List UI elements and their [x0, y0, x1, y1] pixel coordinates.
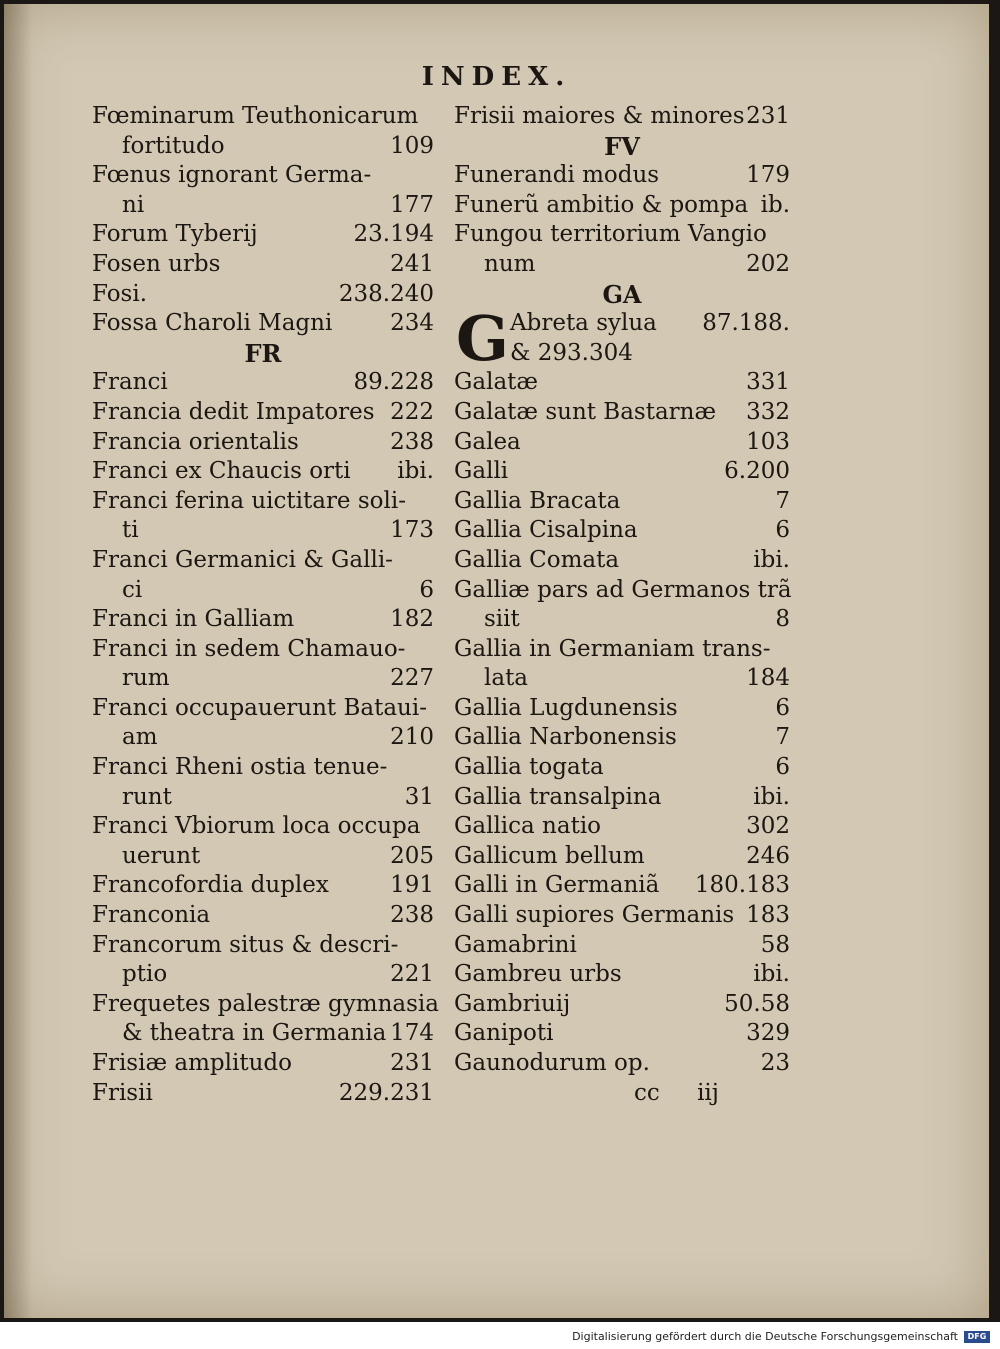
signature-mark: cc iij — [634, 1080, 719, 1106]
entry-term: ni — [122, 191, 145, 218]
index-entry — [454, 487, 790, 517]
index-entry — [92, 990, 439, 1020]
index-entry — [454, 635, 790, 665]
index-entry — [92, 842, 434, 872]
index-entry — [92, 812, 434, 842]
entry-term: Fungou territorium Vangio — [454, 221, 767, 248]
index-entry — [454, 250, 790, 280]
entry-page-ref: 234 — [390, 310, 434, 337]
index-entry — [454, 871, 790, 901]
entry-page-ref: 103 — [746, 428, 790, 455]
entry-term: Abreta sylua — [510, 310, 657, 337]
entry-page-ref: 205 — [390, 842, 434, 869]
entry-term: Gallicum bellum — [454, 842, 645, 869]
index-entry — [92, 960, 434, 990]
entry-page-ref: 6.200 — [724, 458, 790, 485]
entry-term: Galatæ — [454, 369, 539, 396]
entry-term: Gallia togata — [454, 754, 604, 781]
index-entry — [454, 783, 790, 813]
index-column-left — [92, 102, 439, 1108]
entry-page-ref: 179 — [746, 162, 790, 189]
entry-page-ref: 177 — [390, 191, 434, 218]
entry-term: Gallia Lugdunensis — [454, 694, 678, 721]
index-column-right — [454, 102, 790, 1079]
index-entry — [454, 842, 790, 872]
index-entry — [92, 664, 434, 694]
index-entry — [92, 309, 434, 339]
entry-term: Francofordia duplex — [92, 872, 329, 899]
index-entry — [454, 990, 790, 1020]
index-entry — [454, 1019, 790, 1049]
section-heading: FR — [244, 338, 282, 368]
index-entry — [92, 161, 434, 191]
entry-term: Ganipoti — [454, 1020, 554, 1047]
index-entry — [454, 960, 790, 990]
entry-page-ref: 6 — [775, 694, 790, 721]
entry-term: Galli in Germaniã — [454, 872, 660, 899]
section-heading: FV — [604, 131, 640, 161]
running-head: INDEX. — [421, 62, 572, 92]
entry-term: fortitudo — [122, 132, 225, 159]
entry-page-ref: 332 — [746, 398, 790, 425]
entry-term: Franci ex Chaucis orti — [92, 458, 351, 485]
index-entry — [92, 605, 434, 635]
entry-page-ref: 7 — [775, 487, 790, 514]
entry-term: Franci occupauerunt Bataui- — [92, 694, 427, 721]
entry-page-ref: 174 — [390, 1020, 434, 1047]
index-entry — [454, 723, 790, 753]
index-entry — [454, 398, 790, 428]
entry-page-ref: 329 — [746, 1020, 790, 1047]
entry-term: Galli supiores Germanis — [454, 902, 735, 929]
index-entry — [454, 457, 790, 487]
index-entry — [92, 931, 434, 961]
entry-page-ref: 238.240 — [338, 280, 434, 307]
index-entry — [92, 398, 434, 428]
entry-term: Gallia Cisalpina — [454, 517, 638, 544]
index-entry — [92, 871, 434, 901]
entry-page-ref: 6 — [419, 576, 434, 603]
entry-page-ref: 231 — [390, 1050, 434, 1076]
entry-term: Gambriuij — [454, 990, 571, 1017]
entry-page-ref: 238 — [390, 902, 434, 929]
index-entry — [454, 161, 790, 191]
entry-term: Gallia in Germaniam trans- — [454, 635, 771, 662]
entry-term: uerunt — [122, 842, 201, 869]
entry-term: Gallia Narbonensis — [454, 724, 677, 751]
index-entry — [92, 753, 434, 783]
entry-term: Franconia — [92, 902, 211, 929]
entry-term: Franci Rheni ostia tenue- — [92, 754, 388, 781]
section-heading: GA — [602, 279, 642, 309]
index-entry — [92, 723, 434, 753]
entry-page-ref: 58 — [760, 931, 790, 958]
entry-page-ref: 227 — [390, 665, 434, 692]
entry-term: Funerũ ambitio & pompa — [454, 191, 749, 218]
entry-page-ref: 7 — [775, 724, 790, 751]
index-entry — [454, 901, 790, 931]
index-entry — [454, 339, 790, 369]
index-entry — [454, 546, 790, 576]
entry-page-ref: 31 — [404, 783, 434, 810]
entry-term: Franci — [92, 369, 168, 396]
entry-term: Franci Vbiorum loca occupa — [92, 813, 421, 840]
entry-term: Gallica natio — [454, 813, 602, 840]
entry-page-ref: 8 — [775, 606, 790, 633]
entry-page-ref: 184 — [746, 665, 790, 692]
entry-term: Francorum situs & descri- — [92, 931, 399, 958]
entry-page-ref: 173 — [390, 517, 434, 544]
entry-term: Franci in Galliam — [92, 606, 295, 633]
index-entry — [454, 664, 790, 694]
index-entry — [454, 191, 790, 221]
entry-term: Fosi. — [92, 280, 148, 307]
index-entry — [92, 1079, 434, 1109]
entry-term: Gallia Comata — [454, 546, 620, 573]
entry-page-ref: ib. — [760, 191, 790, 218]
entry-term: Gallia Bracata — [454, 487, 621, 514]
entry-term: & 293.304 — [510, 339, 633, 366]
entry-page-ref: ibi. — [397, 458, 434, 485]
index-entry — [92, 635, 434, 665]
entry-term: Fosen urbs — [92, 250, 221, 277]
entry-page-ref: 222 — [390, 398, 434, 425]
entry-page-ref: 50.58 — [724, 990, 790, 1017]
entry-term: Gallia transalpina — [454, 783, 662, 810]
index-entry — [454, 694, 790, 724]
entry-page-ref: 6 — [775, 754, 790, 781]
index-entry — [92, 280, 434, 310]
entry-term: Francia orientalis — [92, 428, 299, 455]
entry-term: runt — [122, 783, 172, 810]
entry-term: num — [484, 250, 536, 277]
entry-term: Franci in sedem Chamauo- — [92, 635, 406, 662]
entry-page-ref: 241 — [390, 250, 434, 277]
entry-term: Fossa Charoli Magni — [92, 310, 333, 337]
index-entry — [92, 516, 434, 546]
entry-page-ref: 6 — [775, 517, 790, 544]
entry-term: Galliæ pars ad Germanos trã — [454, 576, 792, 603]
index-entry — [92, 546, 434, 576]
index-entry — [454, 576, 790, 606]
entry-page-ref: 331 — [746, 369, 790, 396]
entry-page-ref: 109 — [390, 132, 434, 159]
entry-term: Galea — [454, 428, 521, 455]
entry-page-ref: 210 — [390, 724, 434, 751]
entry-page-ref: 23.194 — [353, 221, 434, 248]
index-entry — [92, 368, 434, 398]
index-entry — [454, 605, 790, 635]
index-entry — [92, 783, 434, 813]
index-entry — [92, 191, 434, 221]
entry-page-ref: 23 — [760, 1050, 790, 1076]
entry-term: am — [122, 724, 158, 751]
entry-page-ref: 221 — [390, 961, 434, 988]
entry-term: Frisii maiores & minores — [454, 103, 745, 129]
entry-page-ref: ibi. — [753, 783, 790, 810]
index-entry — [92, 250, 434, 280]
entry-term: Francia dedit Impatores — [92, 398, 375, 425]
entry-term: lata — [484, 665, 529, 692]
entry-term: ptio — [122, 961, 168, 988]
entry-term: ci — [122, 576, 143, 603]
entry-page-ref: 246 — [746, 842, 790, 869]
entry-term: Frisiæ amplitudo — [92, 1050, 292, 1076]
entry-page-ref: 180.183 — [694, 872, 790, 899]
entry-page-ref: 182 — [390, 606, 434, 633]
index-entry — [454, 368, 790, 398]
index-entry — [92, 1049, 434, 1079]
index-entry — [454, 428, 790, 458]
entry-term: Fœminarum Teuthonicarum — [92, 103, 419, 129]
entry-page-ref: 231 — [746, 103, 790, 129]
entry-page-ref: 202 — [746, 250, 790, 277]
index-entry — [92, 576, 434, 606]
entry-page-ref: 89.228 — [353, 369, 434, 396]
index-entry — [454, 931, 790, 961]
entry-page-ref: 191 — [390, 872, 434, 899]
index-entry — [92, 1019, 434, 1049]
index-entry — [454, 1049, 790, 1079]
entry-term: ti — [122, 517, 139, 544]
entry-term: Gambreu urbs — [454, 961, 622, 988]
index-entry — [454, 102, 790, 132]
index-entry — [454, 220, 790, 250]
index-entry — [92, 428, 434, 458]
entry-page-ref: 302 — [746, 813, 790, 840]
index-entry — [92, 901, 434, 931]
entry-page-ref: 238 — [390, 428, 434, 455]
footer-credit: Digitalisierung gefördert durch die Deutsche Forschungsgemeinschaft — [572, 1330, 958, 1343]
book-page — [4, 4, 989, 1318]
index-entry — [454, 516, 790, 546]
entry-page-ref: ibi. — [753, 546, 790, 573]
entry-page-ref: 87.188. — [702, 310, 790, 337]
index-entry — [92, 132, 434, 162]
dfg-logo: DFG — [964, 1331, 990, 1343]
entry-term: Frisii — [92, 1079, 153, 1106]
entry-term: Galli — [454, 458, 509, 485]
entry-term: siit — [484, 606, 520, 633]
index-entry — [92, 457, 434, 487]
entry-term: Franci ferina uictitare soli- — [92, 487, 406, 514]
entry-page-ref: ibi. — [753, 961, 790, 988]
entry-term: Galatæ sunt Bastarnæ — [454, 398, 717, 425]
entry-term: Fœnus ignorant Germa- — [92, 162, 372, 189]
drop-cap-initial: G — [456, 302, 509, 376]
entry-page-ref: 183 — [746, 902, 790, 929]
entry-term: rum — [122, 665, 170, 692]
index-entry — [454, 812, 790, 842]
index-entry — [92, 694, 434, 724]
index-entry — [454, 753, 790, 783]
entry-term: Gaunodurum op. — [454, 1050, 650, 1076]
entry-term: Forum Tyberij — [92, 221, 258, 248]
index-entry — [92, 102, 434, 132]
entry-term: Gamabrini — [454, 931, 577, 958]
entry-term: & theatra in Germania — [122, 1020, 387, 1047]
entry-term: Funerandi modus — [454, 162, 660, 189]
index-entry — [92, 220, 434, 250]
entry-term: Franci Germanici & Galli- — [92, 546, 393, 573]
entry-page-ref: 229.231 — [338, 1079, 434, 1106]
entry-term: Frequetes palestræ gymnasia — [92, 990, 439, 1017]
index-entry — [92, 487, 434, 517]
